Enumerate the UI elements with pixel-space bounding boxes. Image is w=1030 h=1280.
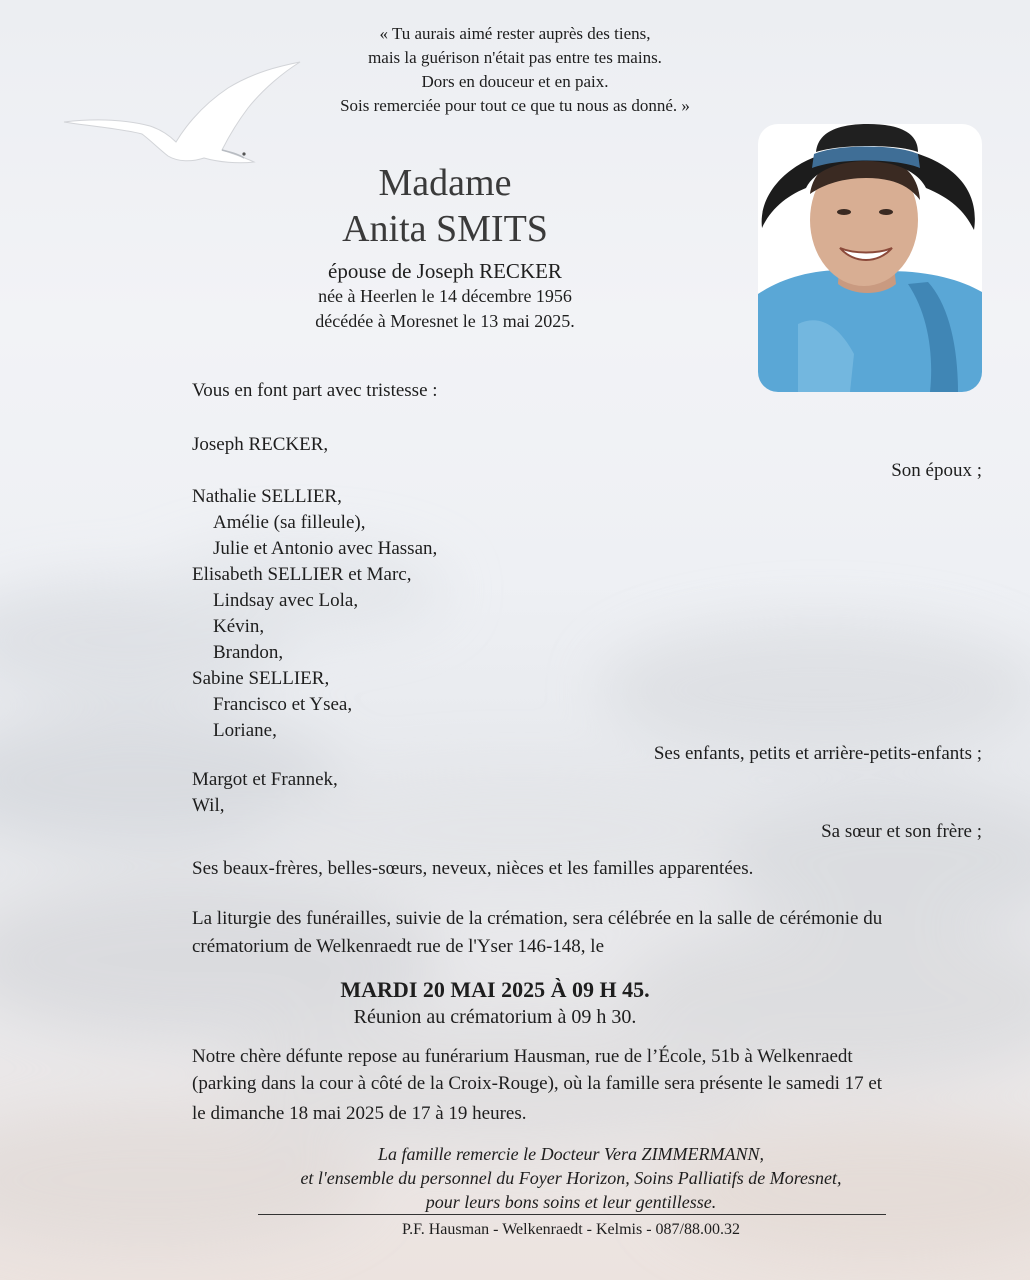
divider-line xyxy=(258,1214,886,1215)
thanks-line: pour leurs bons soins et leur gentillesse. xyxy=(425,1192,717,1212)
quote-line: « Tu aurais aimé rester auprès des tiens, xyxy=(379,24,651,43)
visitation-line: le dimanche 18 mai 2025 de 17 à 19 heures. xyxy=(192,1103,527,1124)
list-item: Brandon, xyxy=(213,642,284,663)
birth-info: née à Heerlen le 14 décembre 1956 xyxy=(318,286,572,306)
funeral-home-footer: P.F. Hausman - Welkenraedt - Kelmis - 087/88.00.32 xyxy=(402,1221,740,1238)
children-list xyxy=(192,484,437,744)
husband-label: Son époux ; xyxy=(891,460,982,481)
seagull-icon xyxy=(58,58,308,168)
deceased-title: Madame xyxy=(378,162,512,204)
children-label: Ses enfants, petits et arrière-petits-enfants ; xyxy=(653,743,982,764)
list-item: Wil, xyxy=(192,795,225,816)
deceased-dates xyxy=(200,284,690,334)
thanks-line: La famille remercie le Docteur Vera ZIMMERMANN, xyxy=(377,1144,765,1164)
siblings-label: Sa sœur et son frère ; xyxy=(821,821,982,842)
ceremony-block xyxy=(200,976,790,1030)
relatives-text: Ses beaux-frères, belles-sœurs, neveux, nièces et les familles apparentées. xyxy=(192,858,754,879)
list-item: Sabine SELLIER, xyxy=(192,668,330,689)
visitation-line: Notre chère défunte repose au funérarium Hausman, rue de l’École, 51b à Welkenraedt xyxy=(192,1046,853,1067)
list-item: Elisabeth SELLIER et Marc, xyxy=(192,564,412,585)
visitation-line: (parking dans la cour à côté de la Croix-Rouge), où la famille sera présente le samedi 17 et xyxy=(192,1073,883,1094)
announcement-text: Vous en font part avec tristesse : xyxy=(192,380,438,401)
list-item: Julie et Antonio avec Hassan, xyxy=(213,538,438,559)
death-info: décédée à Moresnet le 13 mai 2025. xyxy=(315,311,575,331)
list-item: Loriane, xyxy=(213,720,277,741)
list-item: Kévin, xyxy=(213,616,265,637)
deceased-spouse: épouse de Joseph RECKER xyxy=(328,259,562,283)
siblings-list xyxy=(192,767,338,819)
list-item: Margot et Frannek, xyxy=(192,769,338,790)
list-item: Lindsay avec Lola, xyxy=(213,590,359,611)
list-item: Nathalie SELLIER, xyxy=(192,486,342,507)
quote-line: mais la guérison n'était pas entre tes mains. xyxy=(368,48,662,67)
thanks-line: et l'ensemble du personnel du Foyer Horizon, Soins Palliatifs de Moresnet, xyxy=(300,1168,842,1188)
thanks-block xyxy=(200,1142,942,1214)
liturgy-line: crématorium de Welkenraedt rue de l'Yser 146-148, le xyxy=(192,936,604,957)
list-item: Amélie (sa filleule), xyxy=(213,512,366,533)
list-item: Francisco et Ysea, xyxy=(213,694,353,715)
deceased-name: Anita SMITS xyxy=(342,208,548,250)
meeting-time: Réunion au crématorium à 09 h 30. xyxy=(353,1006,637,1028)
ceremony-date: MARDI 20 MAI 2025 À 09 H 45. xyxy=(340,977,650,1002)
portrait-photo xyxy=(758,124,982,392)
deceased-block xyxy=(200,160,690,334)
liturgy-line: La liturgie des funérailles, suivie de la crémation, sera célébrée en la salle de cérémonie du xyxy=(192,908,883,929)
husband-name: Joseph RECKER, xyxy=(192,434,329,455)
quote-line: Dors en douceur et en paix. xyxy=(421,72,609,91)
quote-line: Sois remerciée pour tout ce que tu nous as donné. » xyxy=(340,96,690,115)
